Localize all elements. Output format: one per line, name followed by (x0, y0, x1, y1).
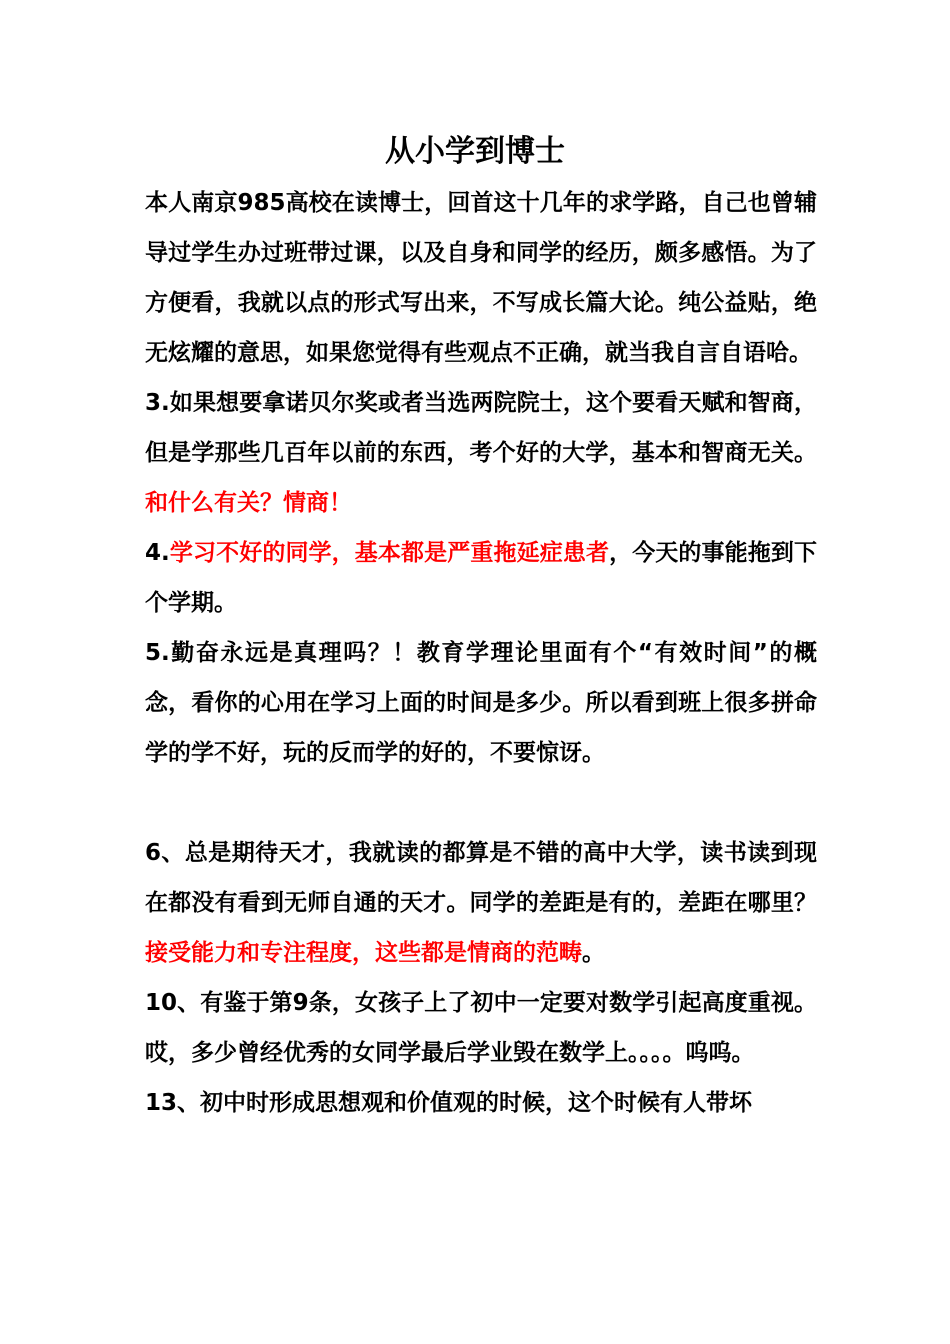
paragraph-text: 13、初中时形成思想观和价值观的时候，这个时候有人带坏 (145, 1090, 753, 1116)
highlighted-text: 接受能力和专注程度，这些都是情商的范畴 (145, 940, 582, 966)
point-13-paragraph (145, 1078, 817, 1128)
point-4-paragraph (145, 528, 817, 628)
document-body (145, 178, 817, 1128)
paragraph-text: 5.勤奋永远是真理吗？！教育学理论里面有个“有效时间”的概念，看你的心用在学习上面的时间是多少。所以看到班上很多拼命学的学不好，玩的反而学的好的，不要惊讶。 (145, 640, 817, 766)
point-10-paragraph (145, 978, 817, 1078)
intro-paragraph (145, 178, 817, 378)
highlighted-text: 和什么有关？情商！ (145, 490, 352, 516)
point-5-paragraph (145, 628, 817, 778)
paragraph-text: 本人南京985高校在读博士，回首这十几年的求学路，自己也曾辅导过学生办过班带过课，以及自身和同学的经历，颇多感悟。为了方便看，我就以点的形式写出来，不写成长篇大论。纯公益贴，绝无炫耀的意思，如果您觉得有些观点不正确，就当我自言自语哈。 (145, 190, 817, 366)
paragraph-text: 4. (145, 540, 170, 566)
paragraph-text: 10、有鉴于第9条，女孩子上了初中一定要对数学引起高度重视。哎，多少曾经优秀的女同学最后学业毁在数学上。。。。呜呜。 (145, 990, 817, 1066)
paragraph-spacer (145, 778, 817, 828)
point-3-paragraph (145, 378, 817, 528)
document-title: 从小学到博士 (385, 134, 565, 169)
paragraph-text: 3.如果想要拿诺贝尔奖或者当选两院院士，这个要看天赋和智商，但是学那些几百年以前的东西，考个好的大学，基本和智商无关。 (145, 390, 817, 466)
paragraph-text: 。 (582, 940, 605, 966)
paragraph-text: 6、总是期待天才，我就读的都算是不错的高中大学，读书读到现在都没有看到无师自通的天才。同学的差距是有的，差距在哪里？ (145, 840, 817, 916)
paragraph-text: ，今天的事能拖到下个学期。 (145, 540, 818, 616)
highlighted-text: 学习不好的同学，基本都是严重拖延症患者 (169, 540, 610, 566)
point-6-paragraph (145, 828, 817, 978)
